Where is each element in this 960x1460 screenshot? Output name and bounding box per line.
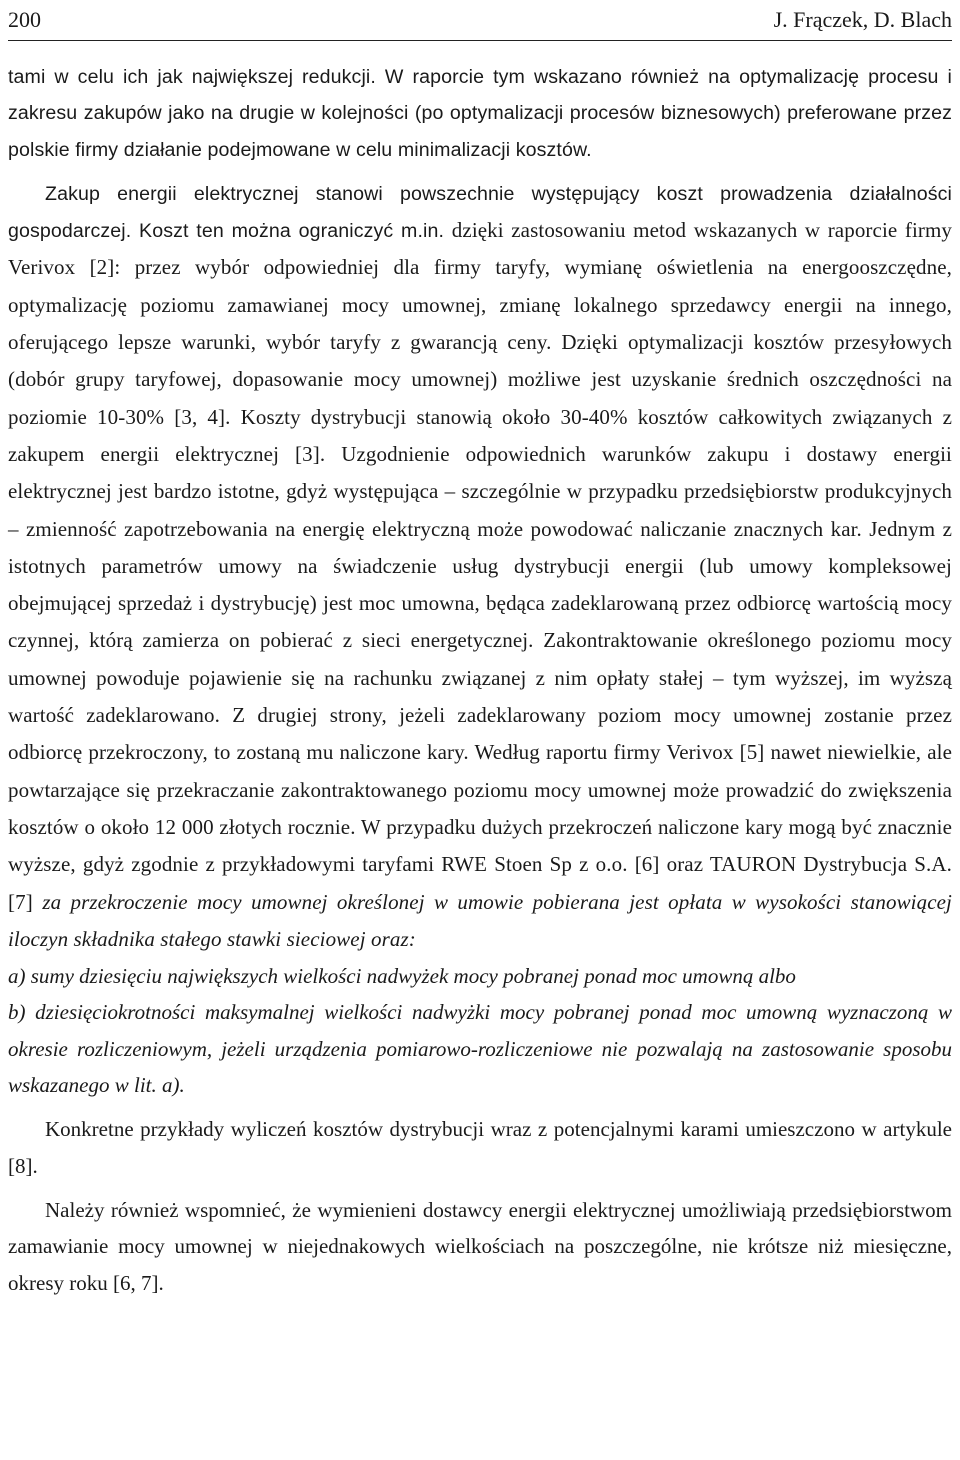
paragraph-5-text: Konkretne przykłady wyliczeń kosztów dystrybucji wraz z potencjalnymi karami umieszczono w artykule [8]. [8,1117,952,1178]
list-item-a [8,958,952,994]
document-page [8,0,952,1309]
page-header [8,0,952,41]
body-text [8,59,952,1301]
paragraph-1 [8,59,952,168]
list-item-a-text: a) sumy dziesięciu największych wielkości nadwyżek mocy pobranej ponad moc umowną albo [8,964,796,989]
paragraph-6 [8,1192,952,1301]
page-number: 200 [8,7,41,32]
list-item-b-text: b) dziesięciokrotności maksymalnej wielkości nadwyżki mocy pobranej ponad moc umowną wyznaczoną w okresie rozliczeniowym, jeżeli urządzenia pomiarowo-rozliczeniowe nie pozwalają na zastosowanie sposobu wskazanego w lit. a). [8,1000,952,1098]
running-head-authors: J. Frączek, D. Blach [773,7,952,32]
paragraph-1-text: tami w celu ich jak największej redukcji. W raporcie tym wskazano również na optymalizację procesu i zakresu zakupów jako na drugie w kolejności (po optymalizacji procesów biznesowych) preferowane przez polskie firmy działanie podejmowane w celu minimalizacji kosztów. [8,66,952,161]
paragraph-3-text: dzięki zastosowaniu metod wskazanych w raporcie firmy Verivox [2]: przez wybór odpowiedniej dla firmy taryfy, wymianę oświetlenia na energooszczędne, optymalizację poziomu zamawianej mocy umownej, zmianę lokalnego sprzedawcy energii na innego, oferującego lepsze warunki, wybór taryfy z gwarancją ceny. Dzięki optymalizacji kosztów przesyłowych (dobór grupy taryfowej, dopasowanie mocy umownej) możliwe jest uzyskanie średnich oszczędności na poziomie 10-30% [3, 4]. Koszty dystrybucji stanowią około 30-40% kosztów całkowitych związanych z zakupem energii elektrycznej [3]. Uzgodnienie odpowiednich warunków zakupu i dostawy energii elektrycznej jest bardzo istotne, gdyż występująca – szczególnie w przypadku przedsiębiorstw produkcyjnych – zmienność zapotrzebowania na energię elektryczną może powodować naliczanie znacznych kar. Jednym z istotnych parametrów umowy na świadczenie usług dystrybucji energii (lub umowy kompleksowej obejmującej sprzedaż i dystrybucję) jest moc umowna, będąca zadeklarowaną przez odbiorcę wartością mocy czynnej, którą zamierza on pobierać z sieci energetycznej. Zakontraktowanie określonego poziomu mocy umownej powoduje pojawienie się na rachunku związanej z nim opłaty stałej – tym wyższej, im wyższą wartość zadeklarowano. Z drugiej strony, jeżeli zadeklarowany poziom mocy umownej zostanie przez odbiorcę przekroczony, to zostaną mu naliczone kary. Według raportu firmy Verivox [5] nawet niewielkie, ale powtarzające się przekraczanie zakontraktowanego poziomu mocy umownej może prowadzić do zwiększenia kosztów o około 12 000 złotych rocznie. W przypadku dużych przekroczeń naliczone kary mogą być znacznie wyższe, gdyż zgodnie z przykładowymi taryfami RWE Stoen Sp z o.o. [6] oraz TAURON Dystrybucja S.A. [7] [8,218,953,914]
paragraph-5 [8,1111,952,1184]
paragraph-2-text: Zakup energii elektrycznej stanowi powszechnie występujący koszt prowadzenia działalności gospodarczej. Koszt ten można ograniczyć m.in. [8,182,952,243]
paragraph-3-italic-text: za przekroczenie mocy umownej określonej w umowie pobierana jest opłata w wysokości stanowiącej iloczyn składnika stałego stawki sieciowej oraz: [8,889,952,951]
paragraph-2 [8,176,952,958]
paragraph-6-text: Należy również wspomnieć, że wymienieni dostawcy energii elektrycznej umożliwiają przedsiębiorstwom zamawianie mocy umownej w niejednakowych wielkościach na poszczególne, nie krótsze niż miesięczne, okresy roku [6, 7]. [8,1197,952,1295]
list-item-b [8,994,952,1103]
